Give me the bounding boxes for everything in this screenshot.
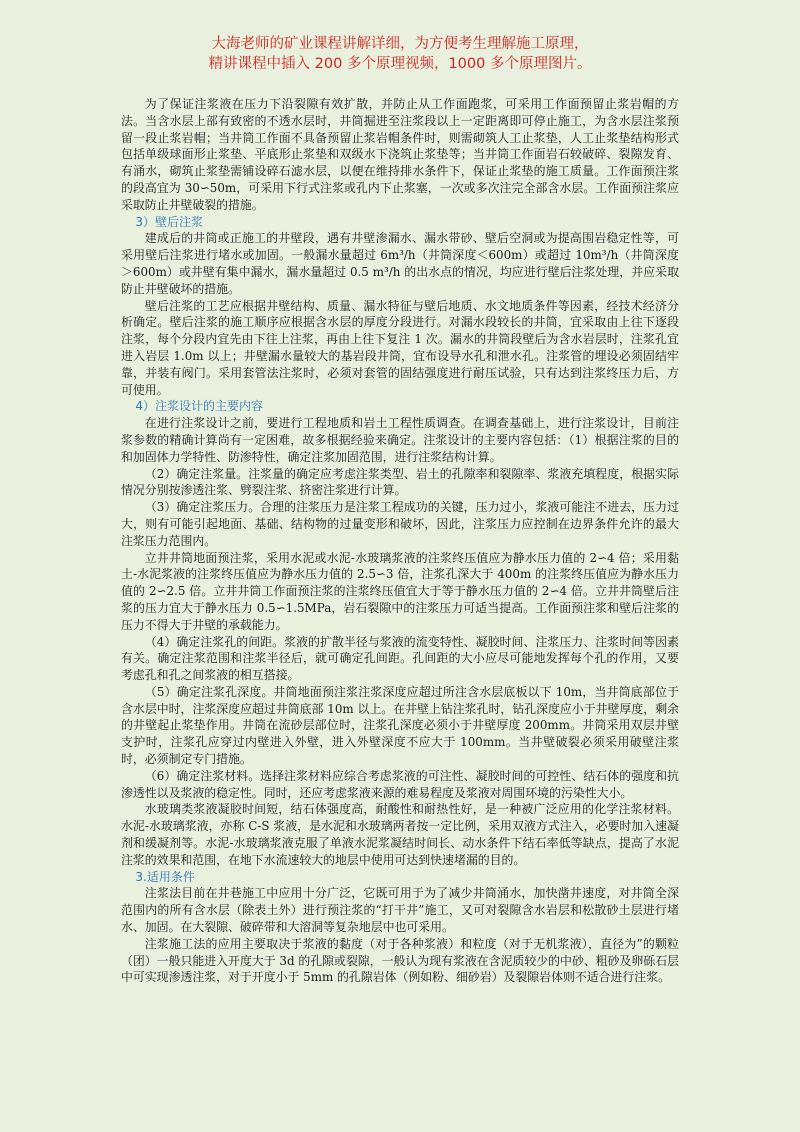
heading-grouting-design: 4）注浆设计的主要内容 — [135, 399, 264, 414]
document-body — [121, 96, 679, 986]
heading-applicable-conditions: 3.适用条件 — [135, 869, 195, 884]
paragraph-grout-volume: （2）确定注浆量。注浆量的确定应考虑注浆类型、岩土的孔隙率和裂隙率、浆液充填程度，根据实际情况分别按渗透注浆、劈裂注浆、挤密注浆进行计算。 — [121, 466, 679, 498]
paragraph-hole-spacing: （4）确定注浆孔的间距。浆液的扩散半径与浆液的流变特性、凝胶时间、注浆压力、注浆时间等因素有关。确定注浆范围和注浆半径后，就可确定孔间距。孔间距的大小应尽可能地发挥每个孔的作用，又要考虑孔和孔之间浆液的相互搭接。 — [121, 634, 679, 683]
paragraph-applicability-limits: 注浆施工法的应用主要取决于浆液的黏度（对于各种浆液）和粒度（对于无机浆液），直径为”的颗粒（团）一般只能进入开度大于 3d 的孔隙或裂隙，一般认为现有浆液在含泥质较少的中砂、粗砂及卵砾石层中可实现渗透注浆，对于开度小于 5mm 的孔隙岩体（例如粉、细砂岩）及裂隙岩体则不适合进行注浆。 — [121, 936, 679, 985]
paragraph-behind-wall-process: 壁后注浆的工艺应根据井壁结构、质量、漏水特征与壁后地质、水文地质条件等因素，经技术经济分析确定。壁后注浆的施工顺序应根据含水层的厚度分段进行。对漏水段较长的井筒，宜采取由上往下逐段注浆，每个分段内宜先由下往上注浆，再由上往下复注 1 次。漏水的井筒段壁后为含水岩层时，注浆孔宜进入岩层 1.0m 以上；井壁漏水量较大的基岩段井筒，宜布设导水孔和泄水孔。注浆管的埋设必须固结牢靠，并装有阀门。采用套管法注浆时，必须对套管的固结强度进行耐压试验，只有达到注浆终压力后，方可使用。 — [121, 298, 679, 397]
paragraph-water-glass: 水玻璃类浆液凝胶时间短，结石体强度高，耐酸性和耐热性好，是一种被广泛应用的化学注浆材料。水泥-水玻璃浆液，亦称 C-S 浆液，是水泥和水玻璃两者按一定比例，采用双液方式注入，必要时加入速凝剂和缓凝剂等。水泥-水玻璃浆液克服了单液水泥浆凝结时间长、动水条件下结石率低等缺点，提高了水泥注浆的效果和范围，在地下水流速较大的地层中使用可达到快速堵漏的目的。 — [121, 802, 679, 867]
paragraph-grout-material: （6）确定注浆材料。选择注浆材料应综合考虑浆液的可注性、凝胶时间的可控性、结石体的强度和抗渗透性以及浆液的稳定性。同时，还应考虑浆液来源的难易程度及浆液对周围环境的污染性大小。 — [121, 768, 679, 800]
promo-banner-line-1: 大海老师的矿业课程讲解详细，为方便考生理解施工原理， — [211, 36, 589, 52]
promo-banner — [0, 34, 800, 74]
paragraph-hole-depth: （5）确定注浆孔深度。井筒地面预注浆注浆深度应超过所注含水层底板以下 10m，当井筒底部位于含水层中时，注浆深度应超过井筒底部 10m 以上。在井壁上钻注浆孔时，钻孔深度应小于井壁厚度，剩余的井壁起止浆垫作用。井筒在流砂层部位时，注浆孔深度必须小于井壁厚度 200mm。井筒采用双层井壁支护时，注浆孔应穿过内壁进入外壁，进入外壁深度不应大于 100mm。当井壁破裂必须采用破壁注浆时，必须制定专门措施。 — [121, 684, 679, 767]
paragraph-design-intro: 在进行注浆设计之前，要进行工程地质和岩土工程性质调查。在调查基础上，进行注浆设计，目前注浆参数的精确计算尚有一定困难，故多根据经验来确定。注浆设计的主要内容包括：（1）根据注浆的目的和加固体力学特性、防渗特性，确定注浆加固范围，进行注浆结构计算。 — [121, 416, 679, 464]
paragraph-grout-pressure: （3）确定注浆压力。合理的注浆压力是注浆工程成功的关键，压力过小，浆液可能注不进去，压力过大，则有可能引起地面、基础、结构物的过量变形和破坏，因此，注浆压力应控制在边界条件允许的最大注浆压力范围内。 — [121, 500, 679, 548]
heading-behind-wall-grouting: 3）壁后注浆 — [135, 214, 204, 229]
paragraph-applications: 注浆法目前在井巷施工中应用十分广泛，它既可用于为了减少井筒涌水，加快凿井速度，对井筒全深范围内的所有含水层（除表土外）进行预注浆的“打干井”施工，又可对裂隙含水岩层和松散砂土层进行堵水、加固。在大裂隙、破碎带和大溶洞等复杂地层中也可采用。 — [121, 886, 679, 935]
paragraph-behind-wall-intro: 建成后的井筒或正施工的井壁段，遇有井壁渗漏水、漏水带砂、壁后空洞或为提高围岩稳定性等，可采用壁后注浆进行堵水或加固。一般漏水量超过 6m³/h（井筒深度＜600m）或超过 10m³/h（井筒深度＞600m）或井壁有集中漏水，漏水量超过 0.5 m³/h 的出水点的情况，均应进行壁后注浆处理，并应采取防止井壁破坏的措施。 — [121, 231, 679, 296]
promo-banner-line-2: 精讲课程中插入 200 多个原理视频，1000 多个原理图片。 — [208, 56, 592, 72]
paragraph-pressure-values: 立井井筒地面预注浆，采用水泥或水泥-水玻璃浆液的注浆终压值应为静水压力值的 2∽4 倍；采用黏土-水泥浆液的注浆终压值应为静水压力值的 2.5∽3 倍，注浆孔深大于 400m 的注浆终压值应为静水压力值的 2∽2.5 倍。立井井筒工作面预注浆的注浆终压值宜大于等于静水压力值的 2∽4 倍。立井井筒壁后注浆的压力宜大于静水压力 0.5∽1.5MPa，岩石裂隙中的注浆压力可适当提高。工作面预注浆和壁后注浆的压力不得大于井壁的承载能力。 — [121, 550, 679, 632]
paragraph-grout-cap: 为了保证注浆液在压力下沿裂隙有效扩散，并防止从工作面跑浆，可采用工作面预留止浆岩帽的方法。当含水层上部有致密的不透水层时，井筒掘进至注浆段以上一定距离即可停止施工，为含水层注浆预留一段止浆岩帽；当井筒工作面不具备预留止浆岩帽条件时，则需砌筑人工止浆垫，人工止浆垫结构形式包括单级球面形止浆垫、平底形止浆垫和双级水下浇筑止浆垫等；当井筒工作面岩石较破碎、裂隙发育、有涌水，砌筑止浆垫需铺设碎石滤水层，以便在维持排水条件下，保证止浆垫的施工质量。工作面预注浆的段高宜为 30∽50m，可采用下行式注浆或孔内下止浆塞，一次或多次注完全部含水层。工作面预注浆应采取防止井壁破裂的措施。 — [121, 97, 679, 212]
